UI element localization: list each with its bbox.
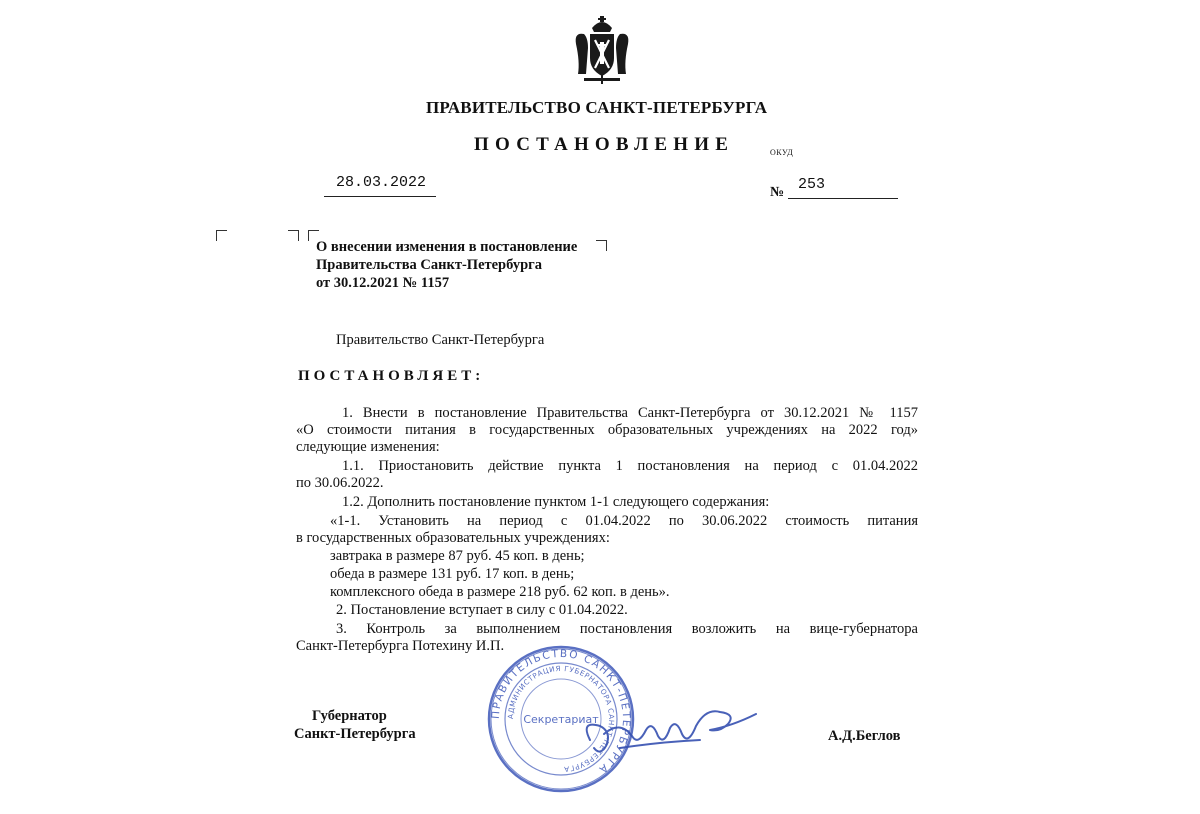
body-line: Санкт-Петербурга Потехину И.П. — [296, 638, 505, 654]
date-underline — [324, 196, 436, 197]
document-date: 28.03.2022 — [336, 174, 427, 191]
body-line: 1. Внести в постановление Правительства Санкт-Петербурга от 30.12.2021 № 1157 — [342, 405, 918, 421]
number-sign: № — [770, 185, 785, 200]
document-type-title: ПОСТАНОВЛЕНИЕ — [474, 134, 735, 155]
corner-bracket — [216, 230, 227, 241]
corner-bracket — [596, 240, 607, 251]
body-line: по 30.06.2022. — [296, 475, 384, 491]
spb-coat-of-arms-icon — [566, 14, 638, 86]
signer-name: А.Д.Беглов — [828, 728, 901, 744]
preamble: Правительство Санкт-Петербурга — [336, 332, 545, 348]
body-line: 2. Постановление вступает в силу с 01.04.2022. — [336, 602, 628, 618]
subject-line: от 30.12.2021 № 1157 — [316, 275, 450, 291]
body-line: «1-1. Установить на период с 01.04.2022 по 30.06.2022 стоимость питания — [330, 513, 918, 529]
body-line: завтрака в размере 87 руб. 45 коп. в день; — [330, 548, 585, 564]
number-underline — [788, 198, 898, 199]
body-line: 1.1. Приостановить действие пункта 1 постановления на период с 01.04.2022 — [342, 458, 918, 474]
okud-label: ОКУД — [770, 148, 794, 157]
subject-line: О внесении изменения в постановление — [316, 239, 578, 255]
resolves-heading: ПОСТАНОВЛЯЕТ: — [298, 368, 485, 384]
stamp-center-text: Секретариат — [523, 713, 599, 726]
body-line: следующие изменения: — [296, 439, 440, 455]
stamp-outer-text: ПРАВИТЕЛЬСТВО САНКТ-ПЕТЕРБУРГА — [489, 647, 633, 777]
corner-bracket — [288, 230, 299, 241]
body-line: «О стоимости питания в государственных образовательных учреждениях на 2022 год» — [296, 422, 918, 438]
government-title: ПРАВИТЕЛЬСТВО САНКТ-ПЕТЕРБУРГА — [426, 98, 768, 117]
signer-title: Губернатор — [312, 708, 387, 724]
body-line: 3. Контроль за выполнением постановления возложить на вице-губернатора — [336, 621, 918, 637]
handwritten-signature — [560, 690, 770, 770]
document-number: 253 — [798, 176, 826, 193]
document-subject — [316, 238, 577, 292]
subject-line: Правительства Санкт-Петербурга — [316, 257, 542, 273]
signer-title: Санкт-Петербурга — [294, 726, 416, 742]
body-line: в государственных образовательных учреждениях: — [296, 530, 610, 546]
body-line: комплексного обеда в размере 218 руб. 62 коп. в день». — [330, 584, 670, 600]
body-line: обеда в размере 131 руб. 17 коп. в день; — [330, 566, 575, 582]
body-line: 1.2. Дополнить постановление пунктом 1-1 следующего содержания: — [342, 494, 770, 510]
stamp-inner-text: АДМИНИСТРАЦИЯ ГУБЕРНАТОРА САНКТ-ПЕТЕРБУРГА — [505, 663, 617, 774]
